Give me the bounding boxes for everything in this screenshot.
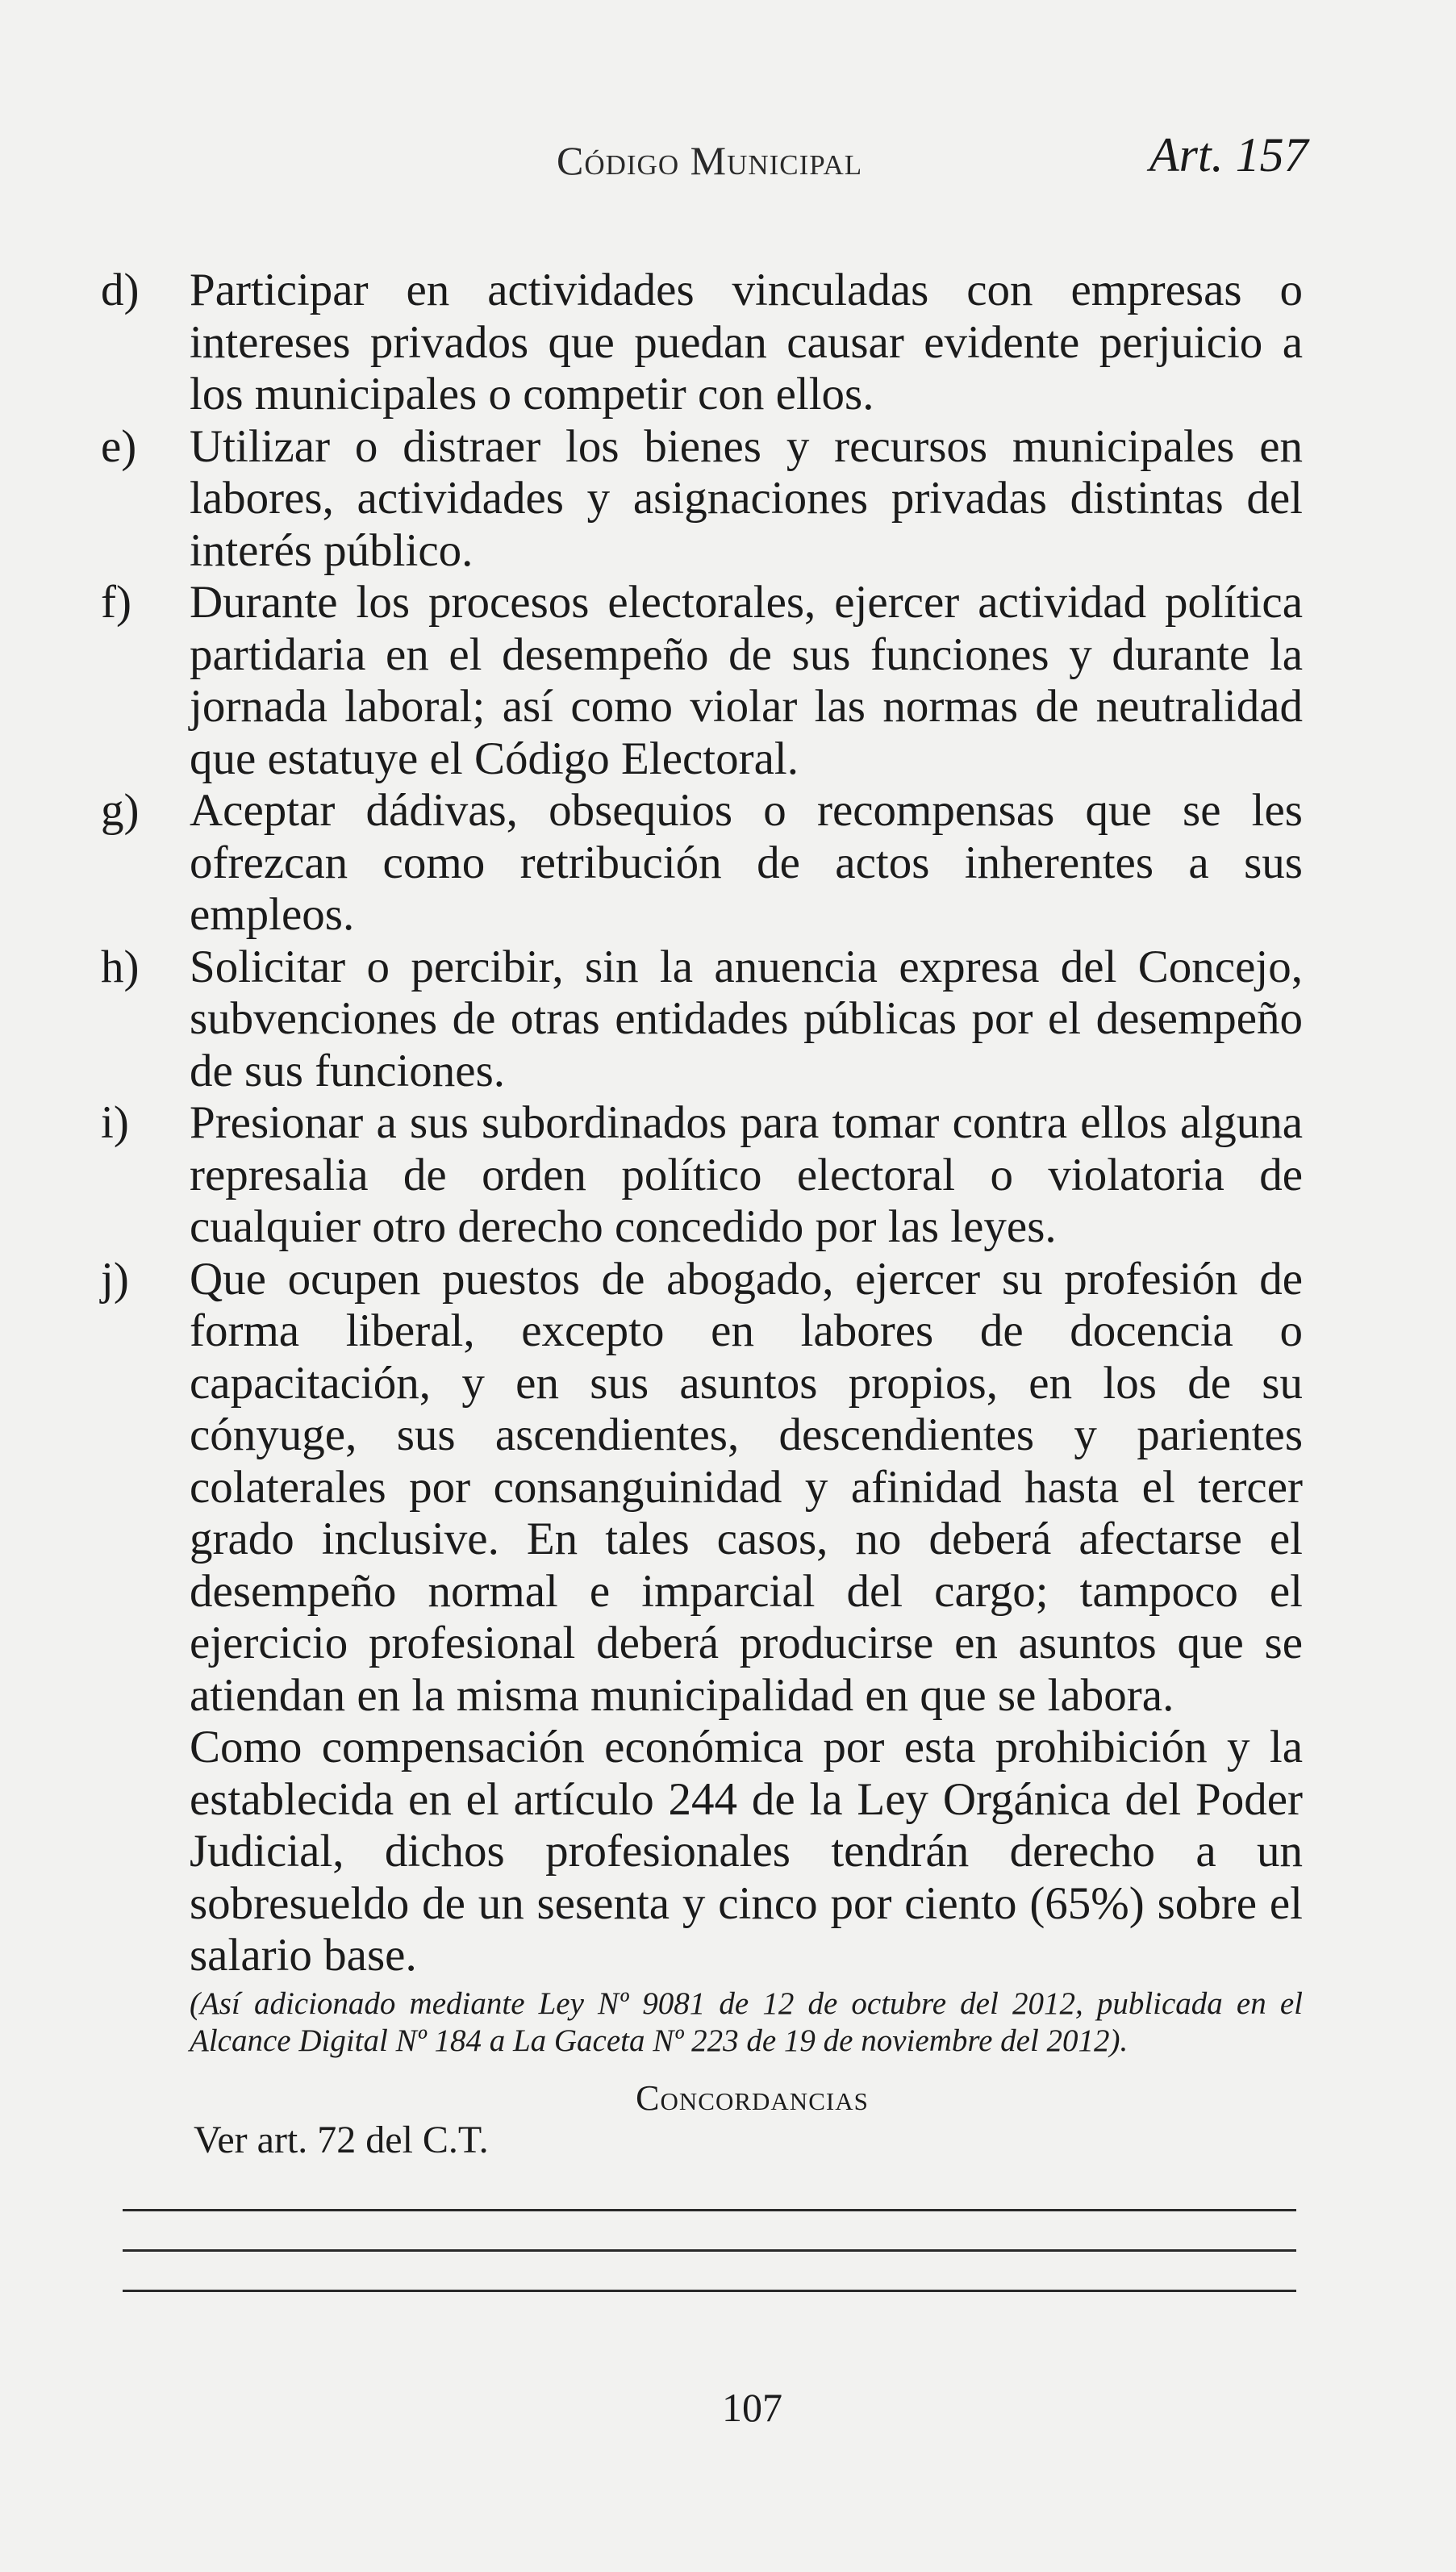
list-marker: j) xyxy=(101,1253,129,1305)
list-item-e xyxy=(101,421,1303,578)
running-head xyxy=(0,121,1456,186)
list-item-text: Durante los procesos electorales, ejercer actividad política partidaria en el desempeño de sus funciones y durante la jornada laboral; así como violar las normas de neutralidad que estatuye el Código Electoral. xyxy=(190,577,1303,784)
blank-note-line xyxy=(123,2249,1296,2252)
list-item-d xyxy=(101,265,1303,421)
list-item-text: Presionar a sus subordinados para tomar contra ellos alguna represalia de orden político electoral o violatoria de cualquier otro derecho concedido por las leyes. xyxy=(190,1097,1303,1252)
list-item-h xyxy=(101,942,1303,1098)
prohibitions-list xyxy=(101,265,1303,2060)
running-title: Código Municipal xyxy=(557,138,863,183)
list-item-text: Que ocupen puestos de abogado, ejercer su profesión de forma liberal, excepto en labores de docencia o capacitación, y en sus asuntos propios, en los de su cónyuge, sus ascendientes, descendientes y parientes colaterales por consanguinidad y afinidad hasta el tercer grado inclusive. En tales casos, no deberá afectarse el desempeño normal e imparcial del cargo; tampoco el ejercicio profesional deberá producirse en asuntos que se atiendan en la misma municipalidad en que se labora. xyxy=(190,1253,1303,1721)
list-marker: d) xyxy=(101,265,140,315)
list-item-text: Solicitar o percibir, sin la anuencia expresa del Concejo, subvenciones de otras entidades públicas por el desempeño de sus funciones. xyxy=(190,941,1303,1096)
list-item-text: Utilizar o distraer los bienes y recursos municipales en labores, actividades y asignaciones privadas distintas del interés público. xyxy=(190,420,1303,576)
page-number: 107 xyxy=(722,2385,782,2430)
blank-note-line xyxy=(123,2290,1296,2292)
article-reference: Art. 157 xyxy=(1149,128,1308,182)
compensation-paragraph: Como compensación económica por esta prohibición y la establecida en el artículo 244 de la Ley Orgánica del Poder Judicial, dichos profesionales tendrán derecho a un sobresueldo de un sesenta y cinco por ciento (65%) sobre el salario base. xyxy=(190,1722,1303,1981)
list-item-text: Participar en actividades vinculadas con empresas o intereses privados que puedan causar evidente perjuicio a los municipales o competir con ellos. xyxy=(190,265,1303,420)
list-marker: i) xyxy=(101,1097,129,1148)
blank-note-line xyxy=(123,2209,1296,2211)
list-item-j xyxy=(101,1254,1303,1722)
list-item-i xyxy=(101,1097,1303,1254)
list-marker: h) xyxy=(101,941,140,992)
list-marker: e) xyxy=(101,420,137,472)
list-item-f xyxy=(101,577,1303,785)
list-item-g xyxy=(101,785,1303,942)
amendment-note: (Así adicionado mediante Ley Nº 9081 de 12 de octubre del 2012, publicada en el Alcance Digital Nº 184 a La Gaceta Nº 223 de 19 de noviembre del 2012). xyxy=(190,1985,1303,2058)
concordancias-reference: Ver art. 72 del C.T. xyxy=(194,2119,489,2161)
list-marker: g) xyxy=(101,785,140,836)
concordancias-heading: Concordancias xyxy=(636,2078,869,2118)
list-marker: f) xyxy=(101,577,131,628)
list-item-text: Aceptar dádivas, obsequios o recompensas que se les ofrezcan como retribución de actos inherentes a sus empleos. xyxy=(190,785,1303,940)
